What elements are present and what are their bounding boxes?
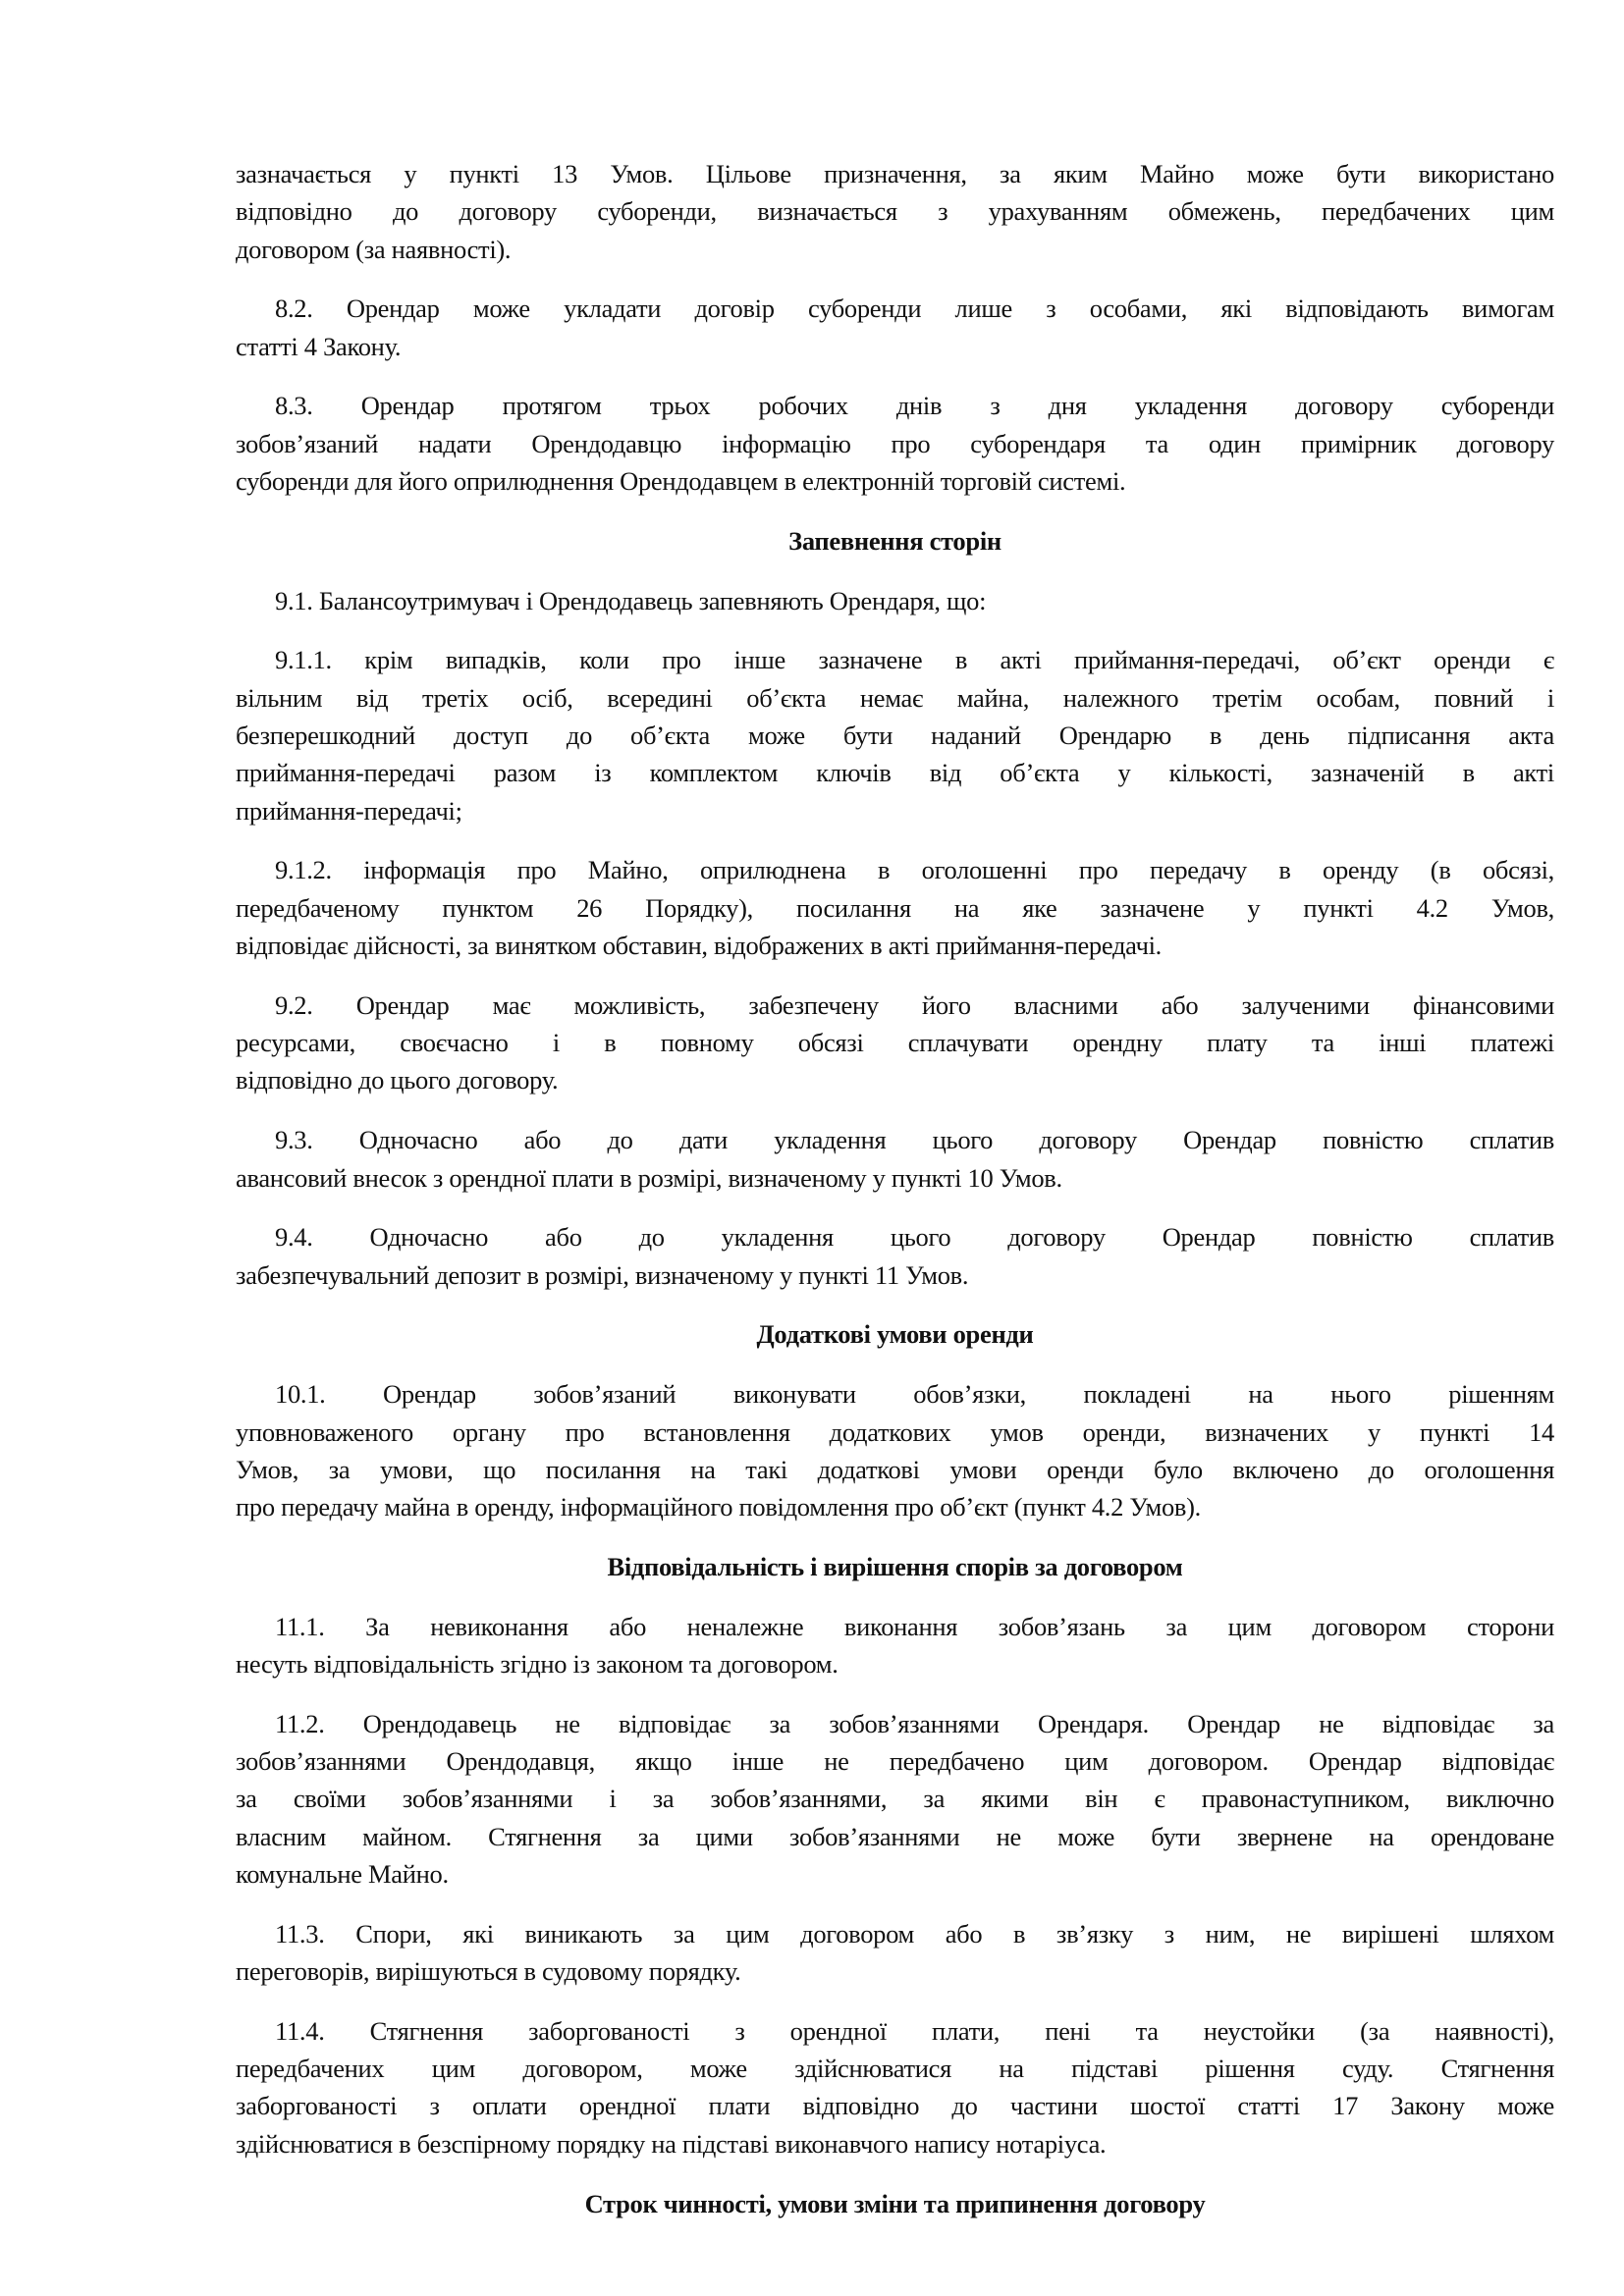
text-line: відповідає дійсності, за винятком обставин, відображених в акті приймання-передачі. bbox=[236, 931, 1162, 961]
text-line: здійснюватися в безспірному порядку на підставі виконавчого напису нотаріуса. bbox=[236, 2128, 1107, 2159]
text-line: переговорів, вирішуються в судовому порядку. bbox=[236, 1956, 741, 1987]
paragraph bbox=[236, 1375, 1554, 1525]
paragraph bbox=[236, 1608, 1554, 1683]
text-line: 9.1. Балансоутримувач і Орендодавець запевняють Орендаря, що: bbox=[275, 585, 987, 615]
text-line: забезпечувальний депозит в розмірі, визначеному у пункті 11 Умов. bbox=[236, 1259, 969, 1290]
text-line: суборенди для його оприлюднення Орендодавцем в електронній торговій системі. bbox=[236, 466, 1126, 497]
text-line: уповноваженого органу про встановлення додаткових умов оренди, визначених у пункті 14 bbox=[236, 1416, 1554, 1447]
paragraph bbox=[236, 987, 1554, 1099]
paragraph bbox=[236, 851, 1554, 964]
text-line: зобов’язаннями Орендодавця, якщо інше не передбачено цим договором. Орендар відповідає bbox=[236, 1746, 1554, 1777]
paragraph bbox=[236, 387, 1554, 500]
paragraph bbox=[236, 1915, 1554, 1991]
paragraph bbox=[236, 290, 1554, 365]
text-line: за своїми зобов’язаннями і за зобов’язаннями, за якими він є правонаступником, виключно bbox=[236, 1784, 1554, 1814]
paragraph bbox=[236, 155, 1554, 268]
section-heading bbox=[236, 1548, 1554, 1585]
text-line: 9.1.1. крім випадків, коли про інше зазначене в акті приймання-передачі, об’єкт оренди є bbox=[275, 645, 1554, 675]
text-line: 11.3. Спори, які виникають за цим договором або в зв’язку з ним, не вирішені шляхом bbox=[275, 1918, 1554, 1949]
text-line: 10.1. Орендар зобов’язаний виконувати обов’язки, покладені на нього рішенням bbox=[275, 1379, 1554, 1410]
paragraph bbox=[236, 641, 1554, 828]
text-line: відповідно до цього договору. bbox=[236, 1065, 559, 1095]
text-line: приймання-передачі разом із комплектом ключів від об’єкта у кількості, зазначеній в акті bbox=[236, 758, 1554, 788]
text-line: 9.1.2. інформація про Майно, оприлюднена в оголошенні про передачу в оренду (в обсязі, bbox=[275, 855, 1554, 885]
text-line: несуть відповідальність згідно із законом та договором. bbox=[236, 1649, 839, 1679]
text-line: статті 4 Закону. bbox=[236, 331, 402, 361]
text-line: комунальне Майно. bbox=[236, 1858, 449, 1889]
paragraph bbox=[236, 1121, 1554, 1197]
text-line: безперешкодний доступ до об’єкта може бути наданий Орендарю в день підписання акта bbox=[236, 721, 1554, 751]
text-line: власним майном. Стягнення за цими зобов’язаннями не може бути звернене на орендоване bbox=[236, 1821, 1554, 1851]
text-line: 11.2. Орендодавець не відповідає за зобов’язаннями Орендаря. Орендар не відповідає за bbox=[275, 1708, 1554, 1738]
text-line: зазначається у пункті 13 Умов. Цільове призначення, за яким Майно може бути використано bbox=[236, 159, 1554, 188]
text-line: 9.3. Одночасно або до дати укладення цього договору Орендар повністю сплатив bbox=[275, 1125, 1554, 1155]
text-line: 11.1. За невиконання або неналежне виконання зобов’язань за цим договором сторони bbox=[275, 1611, 1554, 1641]
paragraph bbox=[236, 2012, 1554, 2163]
text-line: Додаткові умови оренди bbox=[756, 1319, 1034, 1350]
text-line: Запевнення сторін bbox=[788, 525, 1001, 556]
text-line: 11.4. Стягнення заборгованості з орендної плати, пені та неустойки (за наявності), bbox=[275, 2015, 1554, 2046]
text-line: передбаченому пунктом 26 Порядку), посилання на яке зазначене у пункті 4.2 Умов, bbox=[236, 892, 1554, 923]
text-line: Відповідальність і вирішення спорів за договором bbox=[607, 1551, 1183, 1581]
text-line: 8.2. Орендар може укладати договір суборенди лише з особами, які відповідають вимогам bbox=[275, 294, 1554, 324]
text-line: відповідно до договору суборенди, визначається з урахуванням обмежень, передбачених цим bbox=[236, 196, 1554, 227]
text-line: 8.3. Орендар протягом трьох робочих днів з дня укладення договору суборенди bbox=[275, 391, 1554, 421]
text-line: ресурсами, своєчасно і в повному обсязі сплачувати орендну плату та інші платежі bbox=[236, 1028, 1554, 1058]
text-line: приймання-передачі; bbox=[236, 795, 462, 826]
text-line: Строк чинності, умови зміни та припинення договору bbox=[584, 2188, 1206, 2218]
text-line: Умов, за умови, що посилання на такі додаткові умови оренди було включено до оголошення bbox=[236, 1454, 1554, 1484]
document-page bbox=[236, 155, 1554, 2244]
text-line: заборгованості з оплати орендної плати відповідно до частини шостої статті 17 Закону може bbox=[236, 2091, 1554, 2121]
section-heading bbox=[236, 522, 1554, 560]
section-heading bbox=[236, 2185, 1554, 2222]
text-line: передбачених цим договором, може здійснюватися на підставі рішення суду. Стягнення bbox=[236, 2054, 1554, 2084]
section-heading bbox=[236, 1315, 1554, 1353]
text-line: 9.2. Орендар має можливість, забезпечену його власними або залученими фінансовими bbox=[275, 989, 1554, 1020]
text-line: договором (за наявності). bbox=[236, 234, 512, 264]
text-line: авансовий внесок з орендної плати в розмірі, визначеному у пункті 10 Умов. bbox=[236, 1162, 1062, 1193]
paragraph bbox=[236, 1218, 1554, 1294]
text-line: вільним від третіх осіб, всередині об’єкта немає майна, належного третім особам, повний і bbox=[236, 682, 1554, 713]
paragraph bbox=[236, 582, 1554, 619]
paragraph bbox=[236, 1705, 1554, 1893]
text-line: зобов’язаний надати Орендодавцю інформацію про суборендаря та один примірник договору bbox=[236, 428, 1554, 458]
text-line: про передачу майна в оренду, інформаційного повідомлення про об’єкт (пункт 4.2 Умов). bbox=[236, 1492, 1201, 1522]
text-line: 9.4. Одночасно або до укладення цього договору Орендар повністю сплатив bbox=[275, 1222, 1554, 1253]
